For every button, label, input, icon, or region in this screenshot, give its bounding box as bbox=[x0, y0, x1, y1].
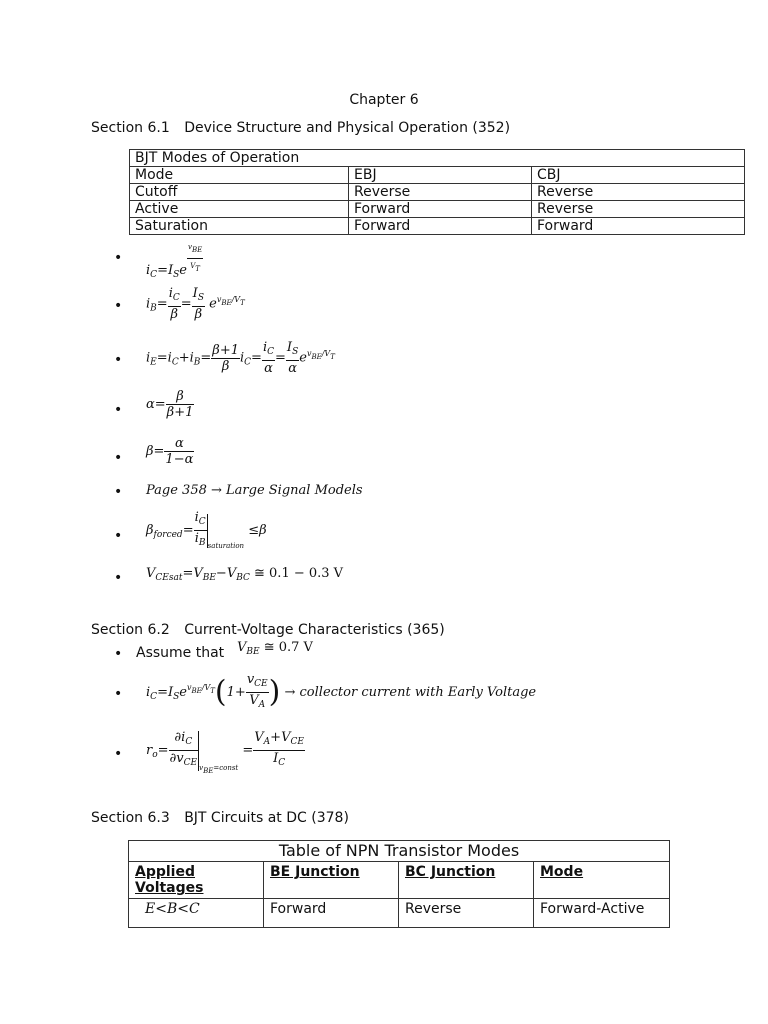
bullet: • bbox=[114, 484, 123, 500]
equation-beta: β= $\frac{\alpha}{1-\alpha}$ bbox=[146, 436, 194, 467]
early-voltage-text: → collector current with Early Voltage bbox=[284, 685, 537, 700]
table-cell: Cutoff bbox=[130, 184, 349, 201]
table-header-row bbox=[129, 862, 670, 899]
header-cell: BC Junction bbox=[399, 862, 534, 899]
equation-ro: $r_o=$ $\partial i_C$ $\partial v_{CE}$ $_{v_{BE}=const}$ = $V_A+V_{CE}$ $I_C$ bbox=[146, 730, 304, 775]
table-cell: Forward bbox=[264, 899, 399, 928]
bullet: • bbox=[114, 450, 123, 466]
header-cell: BE Junction bbox=[264, 862, 399, 899]
table-cell: Reverse bbox=[349, 184, 532, 201]
assume-text: Assume that bbox=[136, 645, 225, 661]
table-cell: E<B<C bbox=[129, 899, 264, 928]
vbe-value: ≅ 0.7 V bbox=[263, 640, 313, 655]
table-cell: Forward-Active bbox=[534, 899, 670, 928]
bullet: • bbox=[114, 528, 123, 544]
table-row bbox=[130, 201, 745, 218]
bullet: • bbox=[114, 746, 123, 762]
section-6-2-heading bbox=[91, 622, 445, 638]
bullet: • bbox=[114, 646, 123, 662]
header-cell: Mode bbox=[534, 862, 670, 899]
equation-ic: $i_C=I_Se$ $v_{BE}$ $V_T$ bbox=[146, 240, 203, 277]
table-title: Table of NPN Transistor Modes bbox=[129, 841, 670, 862]
header-cell: Mode bbox=[130, 167, 349, 184]
section-6-3-heading bbox=[91, 810, 349, 826]
table-cell: Saturation bbox=[130, 218, 349, 235]
equation-ic-early: $i_C=I_Se^{v_{BE}/V_T}(1+$ $v_{CE}$ $V_A$ ) → collector current with Early Voltage bbox=[146, 672, 537, 710]
section-title: BJT Circuits at DC (378) bbox=[184, 810, 349, 826]
table-row bbox=[130, 218, 745, 235]
equation-alpha: α= $\frac{\beta}{\beta+1}$ bbox=[146, 389, 194, 420]
header-cell: Applied Voltages bbox=[129, 862, 264, 899]
equation-vbe: $V_{BE}$ ≅ 0.7 V bbox=[237, 640, 313, 657]
table-cell: Forward bbox=[349, 218, 532, 235]
equation-ie: $i_E=i_C+i_B=$ $\frac{\beta+1}{\beta}$ $i_C=$ $\frac{i_C}{\alpha}$ = $\frac{I_S}{\alpha}$ $e^{v_{BE}/V_T}$ bbox=[146, 340, 335, 376]
section-title: Current-Voltage Characteristics (365) bbox=[184, 622, 445, 638]
section-6-1-heading bbox=[91, 120, 510, 136]
bullet: • bbox=[114, 250, 123, 266]
section-number: Section 6.2 bbox=[91, 622, 170, 638]
table-row bbox=[129, 899, 670, 928]
equation-beta-forced: $\beta_{forced}=$ $\frac{i_C}{i_B}$ $_{saturation}$ ≤β bbox=[146, 510, 267, 550]
table-cell: Reverse bbox=[532, 184, 745, 201]
vcesat-value: ≅ 0.1 − 0.3 V bbox=[254, 566, 344, 581]
section-number: Section 6.1 bbox=[91, 120, 170, 136]
chapter-title: Chapter 6 bbox=[349, 92, 419, 108]
table-cell: Forward bbox=[349, 201, 532, 218]
table-row bbox=[130, 184, 745, 201]
table-cell: Active bbox=[130, 201, 349, 218]
header-cell: EBJ bbox=[349, 167, 532, 184]
bullet: • bbox=[114, 402, 123, 418]
equation-vcesat: $V_{CEsat}=V_{BE}-V_{BC}$ ≅ 0.1 − 0.3 V bbox=[146, 566, 344, 583]
bjt-modes-table bbox=[129, 149, 745, 235]
table-header-row bbox=[130, 167, 745, 184]
table-cell: Reverse bbox=[532, 201, 745, 218]
table-cell: Reverse bbox=[399, 899, 534, 928]
bullet: • bbox=[114, 686, 123, 702]
equation-ib: $i_B=$ $\frac{i_C}{\beta}$ = $\frac{I_S}{\beta}$ $e^{v_{BE}/V_T}$ bbox=[146, 286, 245, 322]
section-title: Device Structure and Physical Operation (352) bbox=[184, 120, 511, 136]
header-cell: CBJ bbox=[532, 167, 745, 184]
table-caption: BJT Modes of Operation bbox=[130, 150, 745, 167]
bullet: • bbox=[114, 352, 123, 368]
section-number: Section 6.3 bbox=[91, 810, 170, 826]
npn-modes-table bbox=[128, 840, 670, 928]
bullet: • bbox=[114, 298, 123, 314]
bullet: • bbox=[114, 570, 123, 586]
page-note: Page 358 → Large Signal Models bbox=[146, 483, 363, 498]
table-cell: Forward bbox=[532, 218, 745, 235]
